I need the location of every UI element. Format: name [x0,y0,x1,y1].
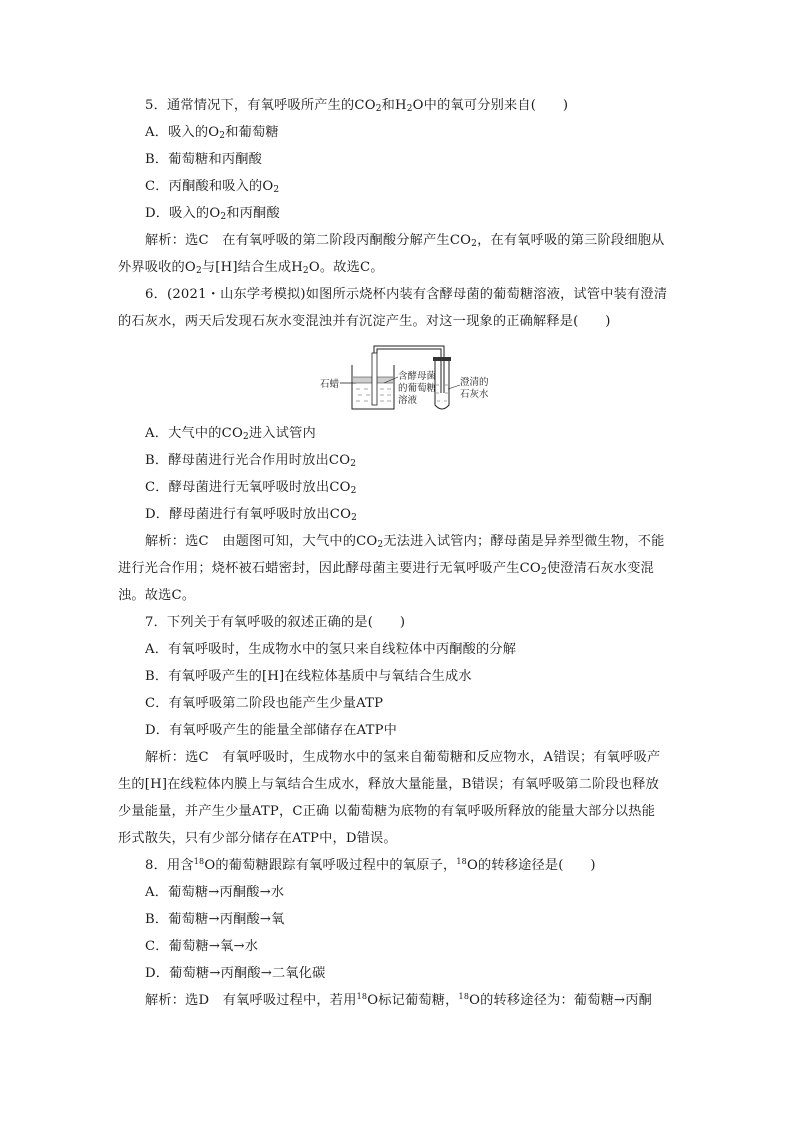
q7-option-d: D．有氧呼吸产生的能量全部储存在ATP中 [145,723,398,738]
q8-option-a: A．葡萄糖→丙酮酸→水 [145,885,285,900]
q6-answer-line-1: 解析：选C 由题图可知，大气中的$CO_2$无法进入试管内；酵母菌是异养型微生物，不能 [145,534,665,550]
label-solution-2: 的葡萄糖 [398,383,437,394]
q7-answer-line-4: 形式散失，只有少部分储存在ATP中，D错误。 [118,831,397,846]
q8-option-c: C．葡萄糖→氧→水 [145,939,259,954]
q5-answer-line-2: 外界吸收的$O_2$与[H]结合生成$H_2O$。故选C。 [118,260,384,276]
q8-option-b: B．葡萄糖→丙酮酸→氧 [145,912,285,927]
q5-option-a: A．吸入的$O_2$和葡萄糖 [145,125,279,141]
q8-answer-line-1: 解析：选D 有氧呼吸过程中，若用$^{18}$O标记葡萄糖，$^{18}$O的转移途径为：葡萄糖→丙酮 [145,992,653,1008]
q7-answer-line-2: 生的[H]在线粒体内膜上与氧结合生成水，释放大量能量，B错误；有氧呼吸第二阶段也释放 [118,777,660,792]
label-wax: 石蜡 [320,379,340,390]
q7-option-b: B．有氧呼吸产生的[H]在线粒体基质中与氧结合生成水 [145,669,472,684]
q7-answer-line-1: 解析：选C 有氧呼吸时，生成物水中的氢来自葡萄糖和反应物水，A错误；有氧呼吸产 [145,750,661,765]
q7-stem: 7．下列关于有氧呼吸的叙述正确的是( ) [145,615,406,630]
q5-stem: 5．通常情况下，有氧呼吸所产生的$CO_2$和$H_2O$中的氧可分别来自( ) [145,98,569,114]
q5-option-b: B．葡萄糖和丙酮酸 [145,152,262,167]
q6-option-a: A．大气中的$CO_2$进入试管内 [145,426,316,442]
q5-option-c: C．丙酮酸和吸入的$O_2$ [145,179,280,195]
q7-answer-line-3: 少量能量，并产生少量ATP，C正确 以葡萄糖为底物的有氧呼吸所释放的能量大部分以热能 [118,804,656,819]
beaker-testtube-diagram [318,343,508,413]
q8-option-d: D．葡萄糖→丙酮酸→二氧化碳 [145,966,326,981]
q5-answer-line-1: 解析：选C 在有氧呼吸的第二阶段丙酮酸分解产生$CO_2$，在有氧呼吸的第三阶段细胞从 [145,233,665,249]
q5-option-d: D．吸入的$O_2$和丙酮酸 [145,206,280,222]
q6-answer-line-2: 进行光合作用；烧杯被石蜡密封，因此酵母菌主要进行无氧呼吸产生$CO_2$使澄清石灰水变混 [118,561,654,577]
beaker [352,353,394,409]
q6-answer-line-3: 浊。故选C。 [118,588,196,603]
q7-option-c: C．有氧呼吸第二阶段也能产生少量ATP [145,696,384,711]
q6-option-d: D．酵母菌进行有氧呼吸时放出$CO_2$ [145,507,358,523]
q6-option-b: B．酵母菌进行光合作用时放出$CO_2$ [145,453,357,469]
label-solution-3: 溶液 [398,395,418,406]
q6-stem-line-2: 的石灰水，两天后发现石灰水变混浊并有沉淀产生。对这一现象的正确解释是( ) [118,314,611,329]
q6-option-c: C．酵母菌进行无氧呼吸时放出$CO_2$ [145,480,357,496]
q6-figure [318,343,508,413]
q7-option-a: A．有氧呼吸时，生成物水中的氢只来自线粒体中丙酮酸的分解 [145,642,517,657]
q6-stem-line-1: 6．(2021・山东学考模拟)如图所示烧杯内装有含酵母菌的葡萄糖溶液，试管中装有澄清 [145,287,668,302]
label-lime-1: 澄清的 [460,377,489,388]
label-solution-1: 含酵母菌 [398,371,437,382]
q8-stem: 8．用含$^{18}$O的葡萄糖跟踪有氧呼吸过程中的氧原子，$^{18}$O的转移途径是( ) [145,857,596,873]
label-lime-2: 石灰水 [460,389,489,400]
